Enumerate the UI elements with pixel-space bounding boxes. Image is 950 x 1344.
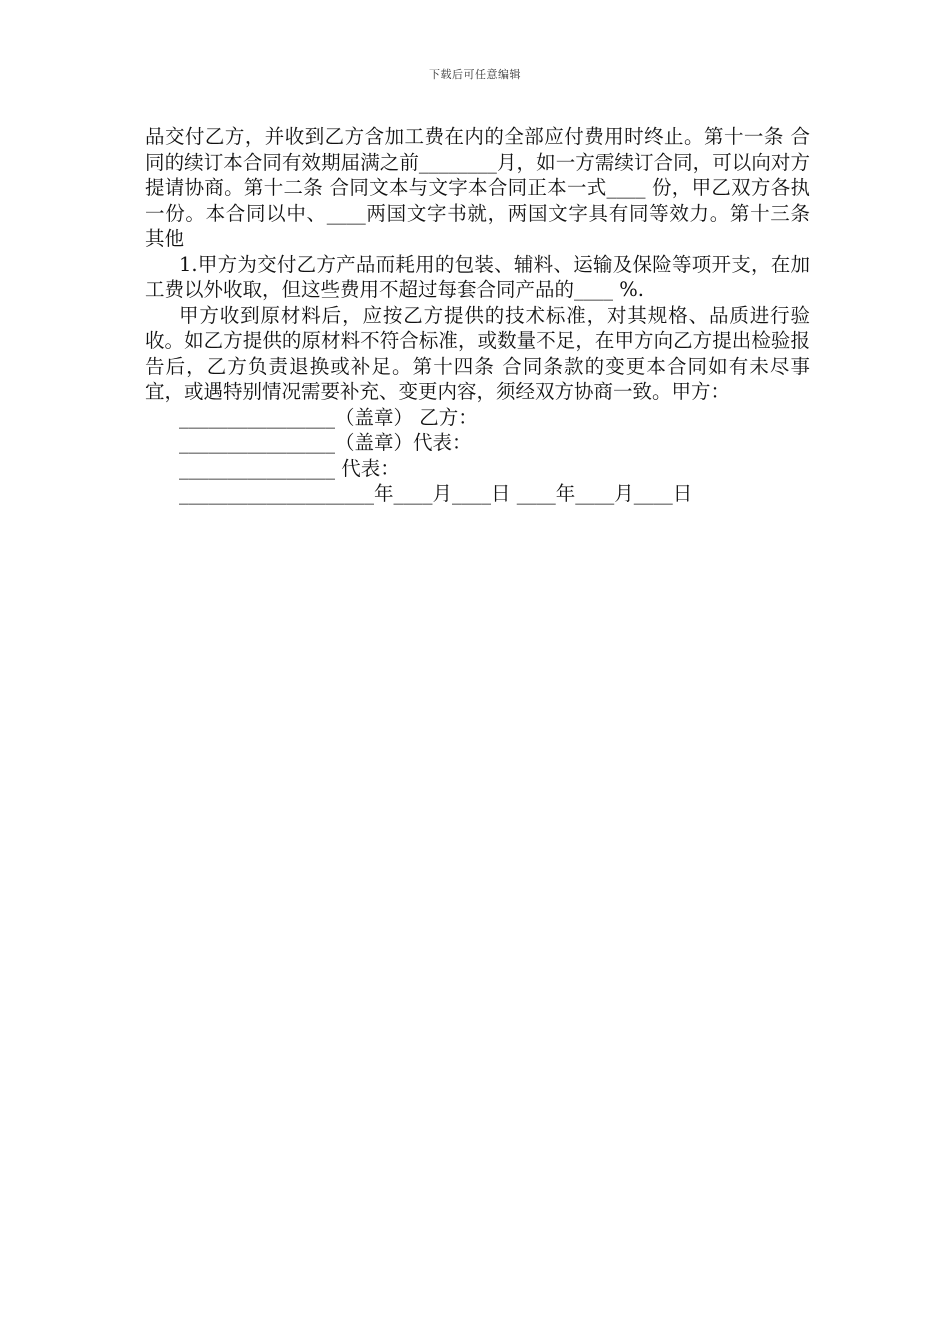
signature-line-party-a-seal: ________________（盖章） 乙方： [179, 405, 478, 429]
signature-block [145, 405, 810, 507]
contract-paragraph: 品交付乙方，并收到乙方含加工费在内的全部应付费用时终止。第十一条 合同的续订本合同有效期届满之前________月，如一方需续订合同，可以向对方提请协商。第十二条 合同文本与文字本合同正本一式____ 份，甲乙双方各执一份。本合同以中、____两国文字书就，两国文字具有同等效力。第十三条 其他 [145, 125, 810, 250]
contract-body [145, 124, 810, 507]
contract-paragraph: 1.甲方为交付乙方产品而耗用的包装、辅料、运输及保险等项开支，在加工费以外收取，但这些费用不超过每套合同产品的____ %. [145, 252, 810, 301]
page-header-note: 下载后可任意编辑 [429, 68, 521, 81]
signature-line-representative: ________________ 代表： [179, 456, 400, 480]
signature-line-date: ____________________年____月____日 ____年____月____日 [179, 482, 693, 505]
signature-line-party-b-seal: ________________（盖章）代表： [179, 431, 472, 454]
contract-paragraph: 甲方收到原材料后，应按乙方提供的技术标准，对其规格、品质进行验收。如乙方提供的原材料不符合标准，或数量不足，在甲方向乙方提出检验报告后，乙方负责退换或补足。第十四条 合同条款的变更本合同如有未尽事宜，或遇特别情况需要补充、变更内容，须经双方协商一致。甲方： [145, 303, 810, 403]
